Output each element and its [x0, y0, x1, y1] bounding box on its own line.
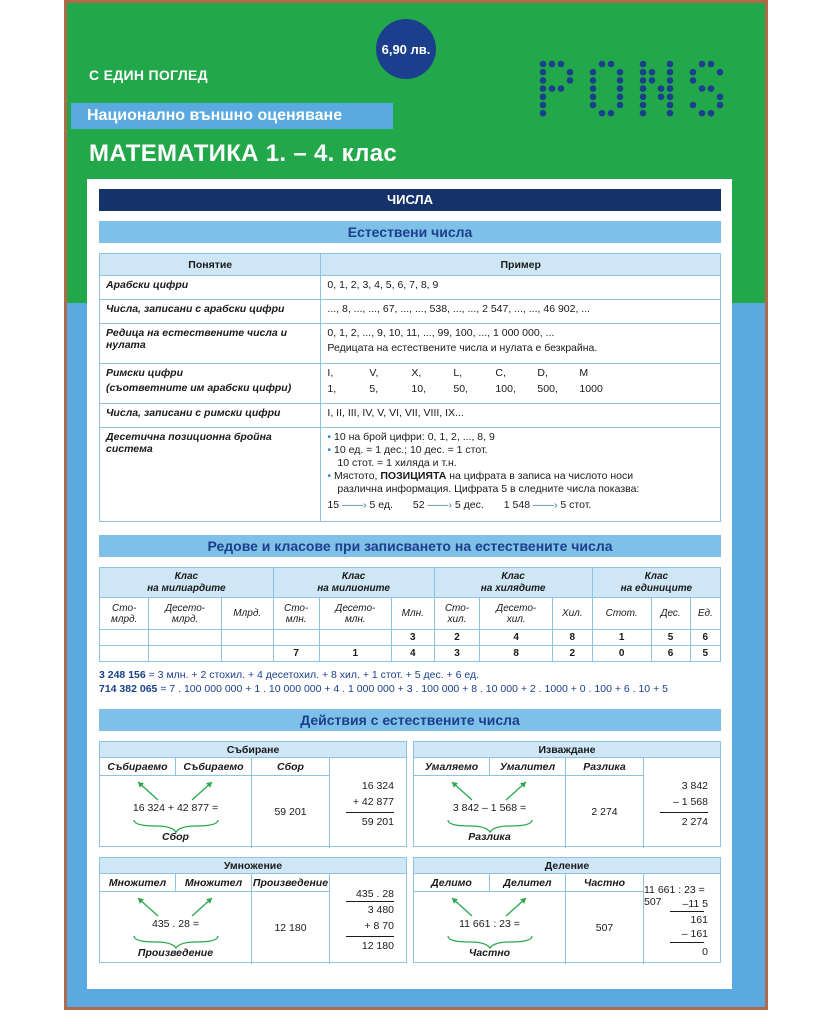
- digit-cell: [149, 630, 221, 646]
- digit-cell: 8: [552, 630, 592, 646]
- content-sheet: [87, 179, 732, 989]
- logo-dot: [590, 85, 597, 92]
- operations-heading: Действия с естествените числа: [99, 709, 721, 731]
- logo-dot: [717, 69, 724, 76]
- class-header: [273, 568, 434, 598]
- concept-cell: Редица на естествените числа и нулата: [100, 324, 321, 364]
- ranks-classes-table: [99, 567, 721, 662]
- unit-header-line: Сто-: [444, 602, 470, 614]
- result-header: Сбор: [252, 758, 330, 776]
- logo-dot: [540, 69, 547, 76]
- logo-dot: [590, 102, 597, 109]
- result-caption: Разлика: [468, 831, 511, 843]
- logo-dot: [667, 69, 674, 76]
- addition-box: [99, 741, 407, 847]
- digit-cell: 4: [392, 646, 434, 662]
- digit-cell: 2: [434, 630, 480, 646]
- table-row: [100, 276, 721, 300]
- unit-header-line: Млрд.: [233, 608, 262, 619]
- table-row: [100, 404, 721, 428]
- natural-numbers-table: [99, 253, 721, 522]
- calc-line: 59 201: [361, 816, 394, 828]
- logo-dot: [708, 110, 715, 117]
- result-caption: Произведение: [137, 947, 214, 959]
- digit-cell: 4: [480, 630, 552, 646]
- class-header-line: Клас: [341, 570, 366, 582]
- arabic-digit: 100,: [495, 383, 516, 395]
- unit-header-line: млрд.: [171, 613, 199, 625]
- logo-dot: [617, 69, 624, 76]
- arrow-icon: ——›: [342, 499, 367, 511]
- logo-dot: [617, 94, 624, 101]
- digit-cell: [100, 630, 149, 646]
- result-value: 12 180: [252, 892, 330, 964]
- operation-title: Деление: [414, 858, 720, 874]
- logo-dot: [558, 85, 565, 92]
- logo-dot: [567, 77, 574, 84]
- digit-cell: 8: [480, 646, 552, 662]
- class-header: [100, 568, 274, 598]
- unit-header: [552, 598, 592, 630]
- unit-header-line: Дес.: [660, 608, 681, 619]
- logo-dot: [690, 77, 697, 84]
- table-row: [100, 630, 721, 646]
- column-header: Понятие: [100, 254, 321, 276]
- class-header-line: Клас: [644, 570, 669, 582]
- result-caption: Сбор: [162, 831, 189, 843]
- concept-cell: Десетична позиционна бройна система: [100, 428, 321, 522]
- table-row: [100, 324, 721, 364]
- logo-dot: [599, 61, 606, 68]
- logo-dot: [549, 61, 556, 68]
- result-caption: Частно: [468, 947, 511, 959]
- calc-rule: [670, 911, 704, 912]
- class-header-line: на хилядите: [480, 582, 546, 594]
- table-row: [100, 300, 721, 324]
- bullet-line: • Мястото, ПОЗИЦИЯТА на цифрата в записа на числото носи: [327, 470, 634, 482]
- unit-header-line: Сто-: [112, 602, 137, 614]
- logo-dot: [640, 102, 647, 109]
- digit-cell: 3: [392, 630, 434, 646]
- operand-header: Делимо: [414, 874, 490, 892]
- table-row: [100, 646, 721, 662]
- class-header-line: на милионите: [317, 582, 390, 594]
- unit-header: [690, 598, 720, 630]
- logo-dot: [667, 61, 674, 68]
- bullet-line: • 10 ед. = 1 дес.; 10 дес. = 1 стот.: [327, 444, 488, 456]
- digit-cell: 2: [552, 646, 592, 662]
- logo-dot: [649, 77, 656, 84]
- unit-header: [651, 598, 690, 630]
- digit-cell: 6: [651, 646, 690, 662]
- exam-banner: Национално външно оценяване: [71, 103, 393, 129]
- digit-cell: 7: [273, 646, 319, 662]
- position-example: 15 ——› 5 ед.: [327, 499, 393, 511]
- logo-dot: [640, 61, 647, 68]
- result-header: Разлика: [566, 758, 644, 776]
- arabic-row: [327, 383, 714, 395]
- concept-cell: Числа, записани с арабски цифри: [100, 300, 321, 324]
- unit-header-line: Сто-: [283, 602, 309, 614]
- table-row: [100, 364, 721, 404]
- operand-header: Множител: [100, 874, 176, 892]
- operand-header: Събираемо: [100, 758, 176, 776]
- operand-header: Събираемо: [176, 758, 252, 776]
- arrow-icon: ——›: [533, 499, 558, 511]
- example-cell: ..., 8, ..., ..., 67, ..., ..., 538, ..., ..., 2 547, ..., ..., 46 902, ...: [321, 300, 721, 324]
- expression: 11 661 : 23 =: [459, 918, 520, 930]
- expression-diagram: [100, 776, 252, 848]
- logo-dot: [540, 77, 547, 84]
- result-header: Произведение: [252, 874, 330, 892]
- unit-header-line: Хил.: [561, 608, 583, 619]
- expression: 3 842 – 1 568 =: [452, 802, 527, 814]
- logo-dot: [540, 85, 547, 92]
- logo-dot: [540, 61, 547, 68]
- logo-dot: [667, 77, 674, 84]
- unit-header: [592, 598, 651, 630]
- logo-dot: [699, 110, 706, 117]
- unit-header: [100, 598, 149, 630]
- roman-row: [327, 367, 714, 379]
- expression-diagram: [414, 776, 566, 848]
- digit-cell: [221, 630, 273, 646]
- calc-rule: [346, 936, 394, 937]
- calc-line: + 8 70: [364, 920, 394, 932]
- calc-line: 2 274: [681, 816, 708, 828]
- column-calculation: [330, 758, 408, 848]
- logo-dot: [567, 69, 574, 76]
- concept-line: (съответните им арабски цифри): [106, 382, 292, 394]
- digit-cell: 1: [319, 646, 391, 662]
- logo-dot: [708, 85, 715, 92]
- series-label: С ЕДИН ПОГЛЕД: [89, 67, 208, 83]
- example-cell: I, II, III, IV, V, VI, VII, VIII, IX...: [321, 404, 721, 428]
- digit-cell: 5: [690, 646, 720, 662]
- roman-digit: C,: [495, 367, 506, 379]
- class-header-line: Клас: [501, 570, 525, 582]
- pons-logo: [537, 59, 737, 119]
- class-header: [434, 568, 592, 598]
- digit-cell: 0: [592, 646, 651, 662]
- logo-dot: [590, 77, 597, 84]
- logo-dot: [717, 94, 724, 101]
- expression-diagram: [414, 892, 566, 964]
- logo-dot: [640, 110, 647, 117]
- roman-digit: M: [579, 367, 589, 379]
- arabic-digit: 10,: [411, 383, 427, 395]
- section-title: ЧИСЛА: [99, 189, 721, 211]
- roman-digit: I,: [327, 367, 334, 379]
- calc-rule: [346, 901, 394, 902]
- logo-dot: [640, 69, 647, 76]
- unit-header: [392, 598, 434, 630]
- logo-dot: [708, 61, 715, 68]
- logo-dot: [667, 110, 674, 117]
- digit-cell: [100, 646, 149, 662]
- result-value: 2 274: [566, 776, 644, 848]
- position-example: 52 ——› 5 дес.: [412, 499, 484, 511]
- expression: 16 324 + 42 877 =: [132, 802, 219, 814]
- calc-line: 11 661 : 23 = 507: [644, 884, 705, 908]
- concept-cell: Арабски цифри: [100, 276, 321, 300]
- unit-header-line: Десето-: [335, 602, 376, 614]
- arabic-digit: 500,: [537, 383, 558, 395]
- logo-dot: [617, 85, 624, 92]
- natural-heading: Естествени числа: [99, 221, 721, 243]
- class-header: [592, 568, 720, 598]
- calc-line: 12 180: [361, 940, 394, 952]
- logo-dot: [540, 94, 547, 101]
- operand-header: Множител: [176, 874, 252, 892]
- logo-dot: [640, 85, 647, 92]
- logo-dot: [590, 69, 597, 76]
- arabic-digit: 50,: [453, 383, 469, 395]
- calc-line: 161: [690, 914, 708, 926]
- logo-dot: [540, 102, 547, 109]
- unit-header: [319, 598, 391, 630]
- unit-header: [149, 598, 221, 630]
- logo-dot: [667, 85, 674, 92]
- unit-header-line: Десето-: [496, 602, 537, 614]
- column-calculation: [644, 758, 722, 848]
- roman-digit: L,: [453, 367, 463, 379]
- expression: 435 . 28 =: [152, 918, 199, 930]
- unit-header-line: млн.: [344, 613, 366, 625]
- subtraction-box: [413, 741, 721, 847]
- logo-dot: [690, 69, 697, 76]
- logo-dot: [717, 102, 724, 109]
- arabic-digit: 1,: [327, 383, 337, 395]
- example-line: Редицата на естествените числа и нулата е безкрайна.: [327, 342, 598, 354]
- class-header-line: на милиардите: [147, 582, 226, 594]
- logo-dot: [590, 94, 597, 101]
- calc-rule: [660, 812, 708, 813]
- result-value: 59 201: [252, 776, 330, 848]
- position-example: 1 548 ——› 5 стот.: [503, 499, 592, 511]
- roman-digit: X,: [411, 367, 422, 379]
- calc-line: – 1 568: [672, 796, 708, 808]
- logo-dot: [690, 102, 697, 109]
- unit-header-line: хил.: [506, 613, 526, 625]
- logo-dot: [599, 110, 606, 117]
- digit-cell: [273, 630, 319, 646]
- logo-dot: [540, 110, 547, 117]
- unit-header-line: хил.: [447, 613, 467, 625]
- digit-cell: 6: [690, 630, 720, 646]
- unit-header: [221, 598, 273, 630]
- roman-digit: V,: [369, 367, 379, 379]
- calc-line: – 161: [681, 928, 708, 940]
- example-cell: 0, 1, 2, 3, 4, 5, 6, 7, 8, 9: [321, 276, 721, 300]
- example-cell: [321, 364, 721, 404]
- example-cell: [321, 428, 721, 522]
- unit-header-line: Млн.: [401, 608, 424, 619]
- operation-title: Умножение: [100, 858, 406, 874]
- operand-header: Умаляемо: [414, 758, 490, 776]
- concept-line: Римски цифри: [106, 367, 183, 379]
- table-row: [100, 428, 721, 522]
- price-badge: 6,90 лв.: [376, 19, 436, 79]
- calc-rule: [346, 812, 394, 813]
- operand-header: Умалител: [490, 758, 566, 776]
- result-value: 507: [566, 892, 644, 964]
- arabic-digit: 1000: [579, 383, 603, 395]
- unit-header: [434, 598, 480, 630]
- roman-digit: D,: [537, 367, 548, 379]
- column-calculation: [330, 874, 408, 964]
- logo-dot: [617, 77, 624, 84]
- logo-dot: [549, 85, 556, 92]
- calc-line: 3 842: [681, 780, 708, 792]
- bullet-continuation: 10 стот. = 1 хиляда и т.н.: [337, 457, 457, 469]
- result-header: Частно: [566, 874, 644, 892]
- logo-dot: [699, 85, 706, 92]
- concept-cell: Числа, записани с римски цифри: [100, 404, 321, 428]
- unit-header: [273, 598, 319, 630]
- logo-dot: [699, 61, 706, 68]
- logo-dot: [608, 61, 615, 68]
- calc-line: –11 5: [682, 898, 708, 910]
- book-title: МАТЕМАТИКА 1. – 4. клас: [89, 140, 398, 167]
- unit-header-line: Десето-: [165, 602, 206, 614]
- logo-dot: [617, 102, 624, 109]
- concept-cell: [100, 364, 321, 404]
- unit-header-line: млн.: [285, 613, 307, 625]
- class-header-line: на единиците: [620, 582, 693, 594]
- logo-dot: [658, 85, 665, 92]
- digit-cell: [319, 630, 391, 646]
- operation-title: Изваждане: [414, 742, 720, 758]
- digit-cell: 1: [592, 630, 651, 646]
- column-header: Пример: [321, 254, 721, 276]
- arabic-digit: 5,: [369, 383, 379, 395]
- example-cell: [321, 324, 721, 364]
- ranks-heading: Редове и класове при записването на естествените числа: [99, 535, 721, 557]
- class-header-line: Клас: [174, 570, 199, 582]
- logo-dot: [658, 94, 665, 101]
- calc-line: 0: [702, 946, 708, 958]
- bullet-line: • 10 на брой цифри: 0, 1, 2, ..., 8, 9: [327, 431, 495, 443]
- digit-cell: [221, 646, 273, 662]
- multiplication-box: [99, 857, 407, 963]
- digit-position-examples: [327, 499, 714, 512]
- calc-line: 16 324: [361, 780, 394, 792]
- calc-line: + 42 877: [352, 796, 394, 808]
- logo-dot: [558, 61, 565, 68]
- calc-rule: [670, 942, 704, 943]
- logo-dot: [667, 94, 674, 101]
- calc-line: 435 . 28: [356, 888, 394, 900]
- logo-dot: [640, 94, 647, 101]
- unit-header-line: млрд.: [111, 613, 138, 625]
- example-line: 0, 1, 2, ..., 9, 10, 11, ..., 99, 100, ..., 1 000 000, ...: [327, 327, 555, 339]
- arrow-icon: ——›: [427, 499, 452, 511]
- digit-cell: 5: [651, 630, 690, 646]
- unit-header-line: Ед.: [697, 608, 713, 619]
- expansion-line: 3 248 156 = 3 млн. + 2 стохил. + 4 десетохил. + 8 хил. + 1 стот. + 5 дес. + 6 ед.: [99, 669, 480, 681]
- logo-dot: [608, 110, 615, 117]
- bullet-continuation: различна информация. Цифрата 5 в следните числа показва:: [337, 483, 640, 495]
- division-box: [413, 857, 721, 963]
- unit-header: [480, 598, 552, 630]
- calc-line: 3 480: [367, 904, 394, 916]
- digit-cell: 3: [434, 646, 480, 662]
- unit-header-line: Стот.: [605, 608, 638, 619]
- logo-dot: [640, 77, 647, 84]
- digit-cell: [149, 646, 221, 662]
- operand-header: Делител: [490, 874, 566, 892]
- column-calculation: [644, 874, 722, 964]
- expansion-line: 714 382 065 = 7 . 100 000 000 + 1 . 10 000 000 + 4 . 1 000 000 + 3 . 100 000 + 8 . 10 000 + 2 . 1000 + 0 . 100 + 6 . 10 + 5: [99, 683, 668, 695]
- operation-title: Събиране: [100, 742, 406, 758]
- logo-dot: [667, 102, 674, 109]
- expression-diagram: [100, 892, 252, 964]
- cover-page: [64, 0, 768, 1010]
- logo-dot: [649, 69, 656, 76]
